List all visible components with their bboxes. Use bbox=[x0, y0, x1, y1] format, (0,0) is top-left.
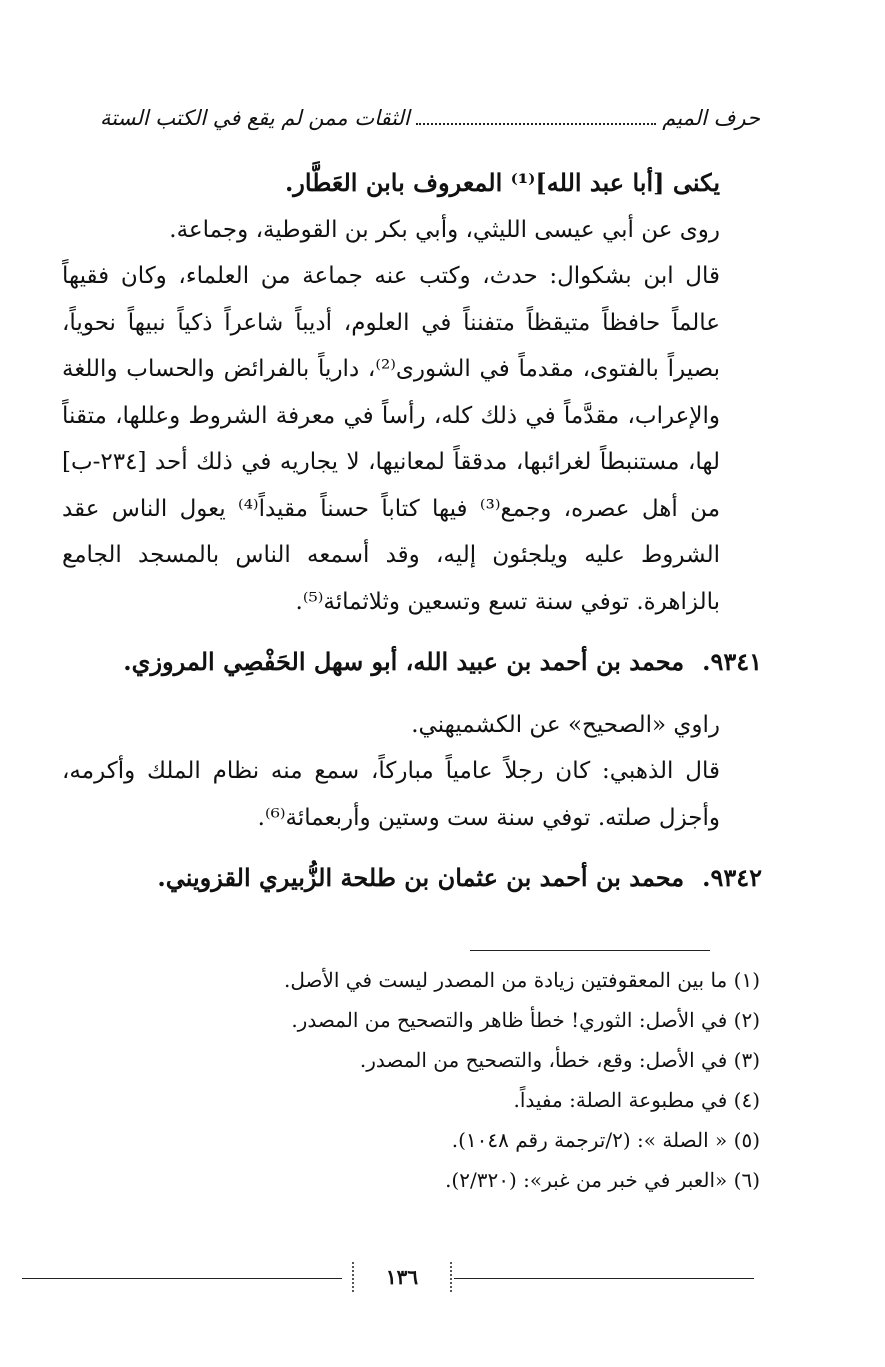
footnote: (٦) «العبر في خبر من غبر»: (٢/٣٢٠). bbox=[445, 1168, 760, 1192]
header-chapter: حرف الميم bbox=[662, 106, 760, 130]
footnote: (١) ما بين المعقوفتين زيادة من المصدر ليست في الأصل. bbox=[283, 968, 760, 992]
page-number: ١٣٦ bbox=[352, 1262, 452, 1292]
entry-name: محمد بن أحمد بن عثمان بن طلحة الزُّبيري القزويني. bbox=[157, 863, 685, 892]
footnote-divider bbox=[470, 950, 710, 951]
kunya-line: يكنى [أبا عبد الله]⁽¹⁾ المعروف بابن العَطَّار. bbox=[284, 168, 720, 197]
footer-rule-right bbox=[454, 1278, 754, 1279]
entry-number: ٩٣٤١. bbox=[702, 647, 762, 676]
footnote: (٥) « الصلة »: (٢/ترجمة رقم ١٠٤٨). bbox=[451, 1128, 760, 1152]
dhahabi-paragraph: قال الذهبي: كان رجلاً عامياً مباركاً، سمع منه نظام الملك وأكرمه، وأجزل صلته. توفي سنة ست وستين وأربعمائة⁽⁶⁾. bbox=[62, 758, 720, 831]
footnotes bbox=[80, 960, 760, 1200]
running-header bbox=[100, 106, 760, 130]
narration-paragraph: روى عن أبي عيسى الليثي، وأبي بكر بن القوطية، وجماعة. bbox=[169, 216, 720, 243]
entry-heading-9341 bbox=[62, 639, 762, 686]
footer-rule-left bbox=[22, 1278, 342, 1279]
header-dot-leader bbox=[416, 111, 657, 125]
main-text bbox=[62, 160, 762, 918]
biography-paragraph: قال ابن بشكوال: حدث، وكتب عنه جماعة من العلماء، وكان فقيهاً عالماً حافظاً متيقظاً متفنناً في العلوم، أديباً شاعراً ذكياً نبيهاً نحوياً، بصيراً بالفتوى، مقدماً في الشورى⁽²⁾، دارياً بالفرائض والحساب واللغة والإعراب، مقدَّماً في ذلك كله، رأساً في معرفة الشروط وعللها، متقناً لها، مستنبطاً لغرائبها، مدققاً لمعانيها، لا يجاريه في ذلك أحد [٢٣٤-ب] من أهل عصره، وجمع⁽³⁾ فيها كتاباً حسناً مقيداً⁽⁴⁾ يعول الناس عقد الشروط عليه ويلجئون إليه، وقد أسمعه الناس بالمسجد الجامع بالزاهرة. توفي سنة تسع وتسعين وثلاثمائة⁽⁵⁾. bbox=[62, 263, 721, 615]
header-book-title: الثقات ممن لم يقع في الكتب الستة bbox=[100, 106, 410, 130]
page-footer bbox=[22, 1266, 757, 1290]
footnote: (٣) في الأصل: وقع، خطأ، والتصحيح من المصدر. bbox=[359, 1048, 760, 1072]
entry-name: محمد بن أحمد بن عبيد الله، أبو سهل الحَفْصِي المروزي. bbox=[123, 647, 685, 676]
entry-number: ٩٣٤٢. bbox=[702, 863, 762, 892]
footnote: (٢) في الأصل: الثوري! خطأ ظاهر والتصحيح من المصدر. bbox=[291, 1008, 760, 1032]
entry-heading-9342 bbox=[62, 855, 762, 902]
narrator-paragraph: راوي «الصحيح» عن الكشميهني. bbox=[411, 711, 720, 738]
footnote: (٤) في مطبوعة الصلة: مفيداً. bbox=[513, 1088, 760, 1112]
